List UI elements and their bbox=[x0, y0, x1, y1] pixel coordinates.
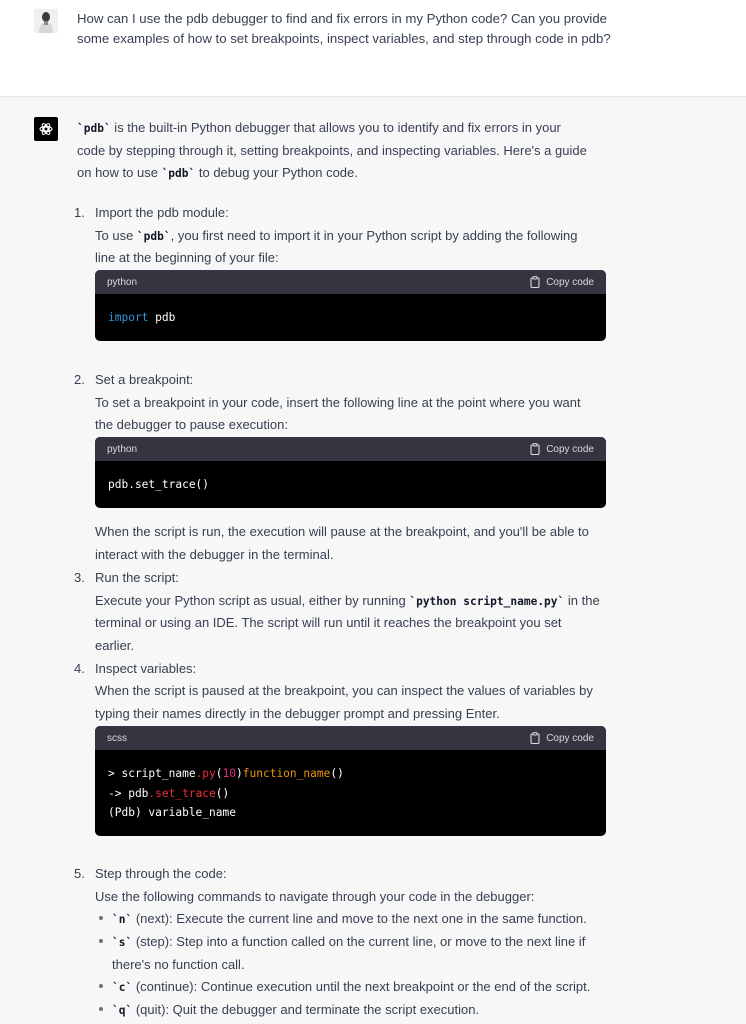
inline-code: `pdb` bbox=[77, 122, 111, 135]
code-content: pdb.set_trace() bbox=[108, 478, 210, 491]
clipboard-icon bbox=[530, 443, 540, 455]
code-language: python bbox=[107, 276, 138, 288]
step-number: 1. bbox=[74, 205, 85, 220]
clipboard-icon bbox=[530, 276, 540, 288]
step-number: 5. bbox=[74, 866, 85, 881]
bullet-icon bbox=[99, 984, 103, 988]
step-number: 3. bbox=[74, 570, 85, 585]
code-content: > script_name.py(10)function_name() -> pdb.set_trace() (Pdb) variable_name bbox=[108, 767, 344, 819]
code-block bbox=[95, 270, 606, 341]
list-item: `q` (quit): Quit the debugger and terminate the script execution. bbox=[112, 1002, 480, 1017]
copy-code-button[interactable]: Copy code bbox=[530, 732, 594, 744]
step-text: interact with the debugger in the terminal. bbox=[95, 547, 334, 562]
step-text: When the script is paused at the breakpoint, you can inspect the values of variables by bbox=[95, 683, 593, 698]
list-item: `c` (continue): Continue execution until the next breakpoint or the end of the script. bbox=[112, 979, 591, 994]
list-item: `s` (step): Step into a function called on the current line, or move to the next line if bbox=[112, 934, 586, 949]
user-message bbox=[0, 0, 746, 97]
copy-code-button[interactable]: Copy code bbox=[530, 443, 594, 455]
step-number: 4. bbox=[74, 661, 85, 676]
step-title: Inspect variables: bbox=[95, 661, 197, 676]
code-block-header bbox=[95, 437, 606, 461]
step-text: terminal or using an IDE. The script will run until it reaches the breakpoint you set bbox=[95, 615, 562, 630]
inline-code: `pdb` bbox=[161, 167, 196, 180]
inline-code: `q` bbox=[112, 1004, 133, 1017]
code-language: scss bbox=[107, 732, 127, 744]
bullet-icon bbox=[99, 916, 103, 920]
step-text: To set a breakpoint in your code, insert the following line at the point where you want bbox=[95, 395, 581, 410]
code-block-header bbox=[95, 726, 606, 750]
step-title: Step through the code: bbox=[95, 866, 227, 881]
step-title: Set a breakpoint: bbox=[95, 372, 194, 387]
intro-line-3: on how to use `pdb` to debug your Python code. bbox=[77, 165, 358, 180]
code-block bbox=[95, 726, 606, 836]
inline-code: `s` bbox=[112, 936, 133, 949]
inline-code: `pdb` bbox=[136, 230, 171, 243]
intro-line-1: `pdb` is the built-in Python debugger that allows you to identify and fix errors in your bbox=[77, 120, 561, 135]
step-title: Run the script: bbox=[95, 570, 179, 585]
step-text: line at the beginning of your file: bbox=[95, 250, 279, 265]
step-title: Import the pdb module: bbox=[95, 205, 229, 220]
list-item: `n` (next): Execute the current line and move to the next one in the same function. bbox=[112, 911, 587, 926]
inline-code: `n` bbox=[112, 913, 133, 926]
step-text: To use `pdb`, you first need to import it in your Python script by adding the following bbox=[95, 228, 578, 243]
step-text: When the script is run, the execution will pause at the breakpoint, and you'll be able to bbox=[95, 524, 589, 539]
clipboard-icon bbox=[530, 732, 540, 744]
step-text: Use the following commands to navigate through your code in the debugger: bbox=[95, 889, 535, 904]
step-number: 2. bbox=[74, 372, 85, 387]
code-language: python bbox=[107, 443, 138, 455]
bullet-icon bbox=[99, 939, 103, 943]
copy-code-button[interactable]: Copy code bbox=[530, 276, 594, 288]
list-item-continuation: there's no function call. bbox=[112, 957, 245, 972]
inline-code: `python script_name.py` bbox=[409, 595, 565, 608]
assistant-logo-icon bbox=[34, 117, 58, 141]
code-content: import pdb bbox=[108, 311, 176, 324]
step-text: typing their names directly in the debugger prompt and pressing Enter. bbox=[95, 706, 500, 721]
step-text: the debugger to pause execution: bbox=[95, 417, 288, 432]
user-avatar bbox=[34, 9, 58, 33]
code-block-header bbox=[95, 270, 606, 294]
bullet-icon bbox=[99, 1007, 103, 1011]
intro-line-2: code by stepping through it, setting breakpoints, and inspecting variables. Here's a guide bbox=[77, 143, 587, 158]
code-block bbox=[95, 437, 606, 508]
user-question: How can I use the pdb debugger to find and fix errors in my Python code? Can you provide some examples of how to set breakpoints, inspect variables, and step through code in pdb? bbox=[77, 11, 611, 46]
step-text: earlier. bbox=[95, 638, 135, 653]
step-text: Execute your Python script as usual, either by running `python script_name.py` in the bbox=[95, 593, 600, 608]
inline-code: `c` bbox=[112, 981, 133, 994]
